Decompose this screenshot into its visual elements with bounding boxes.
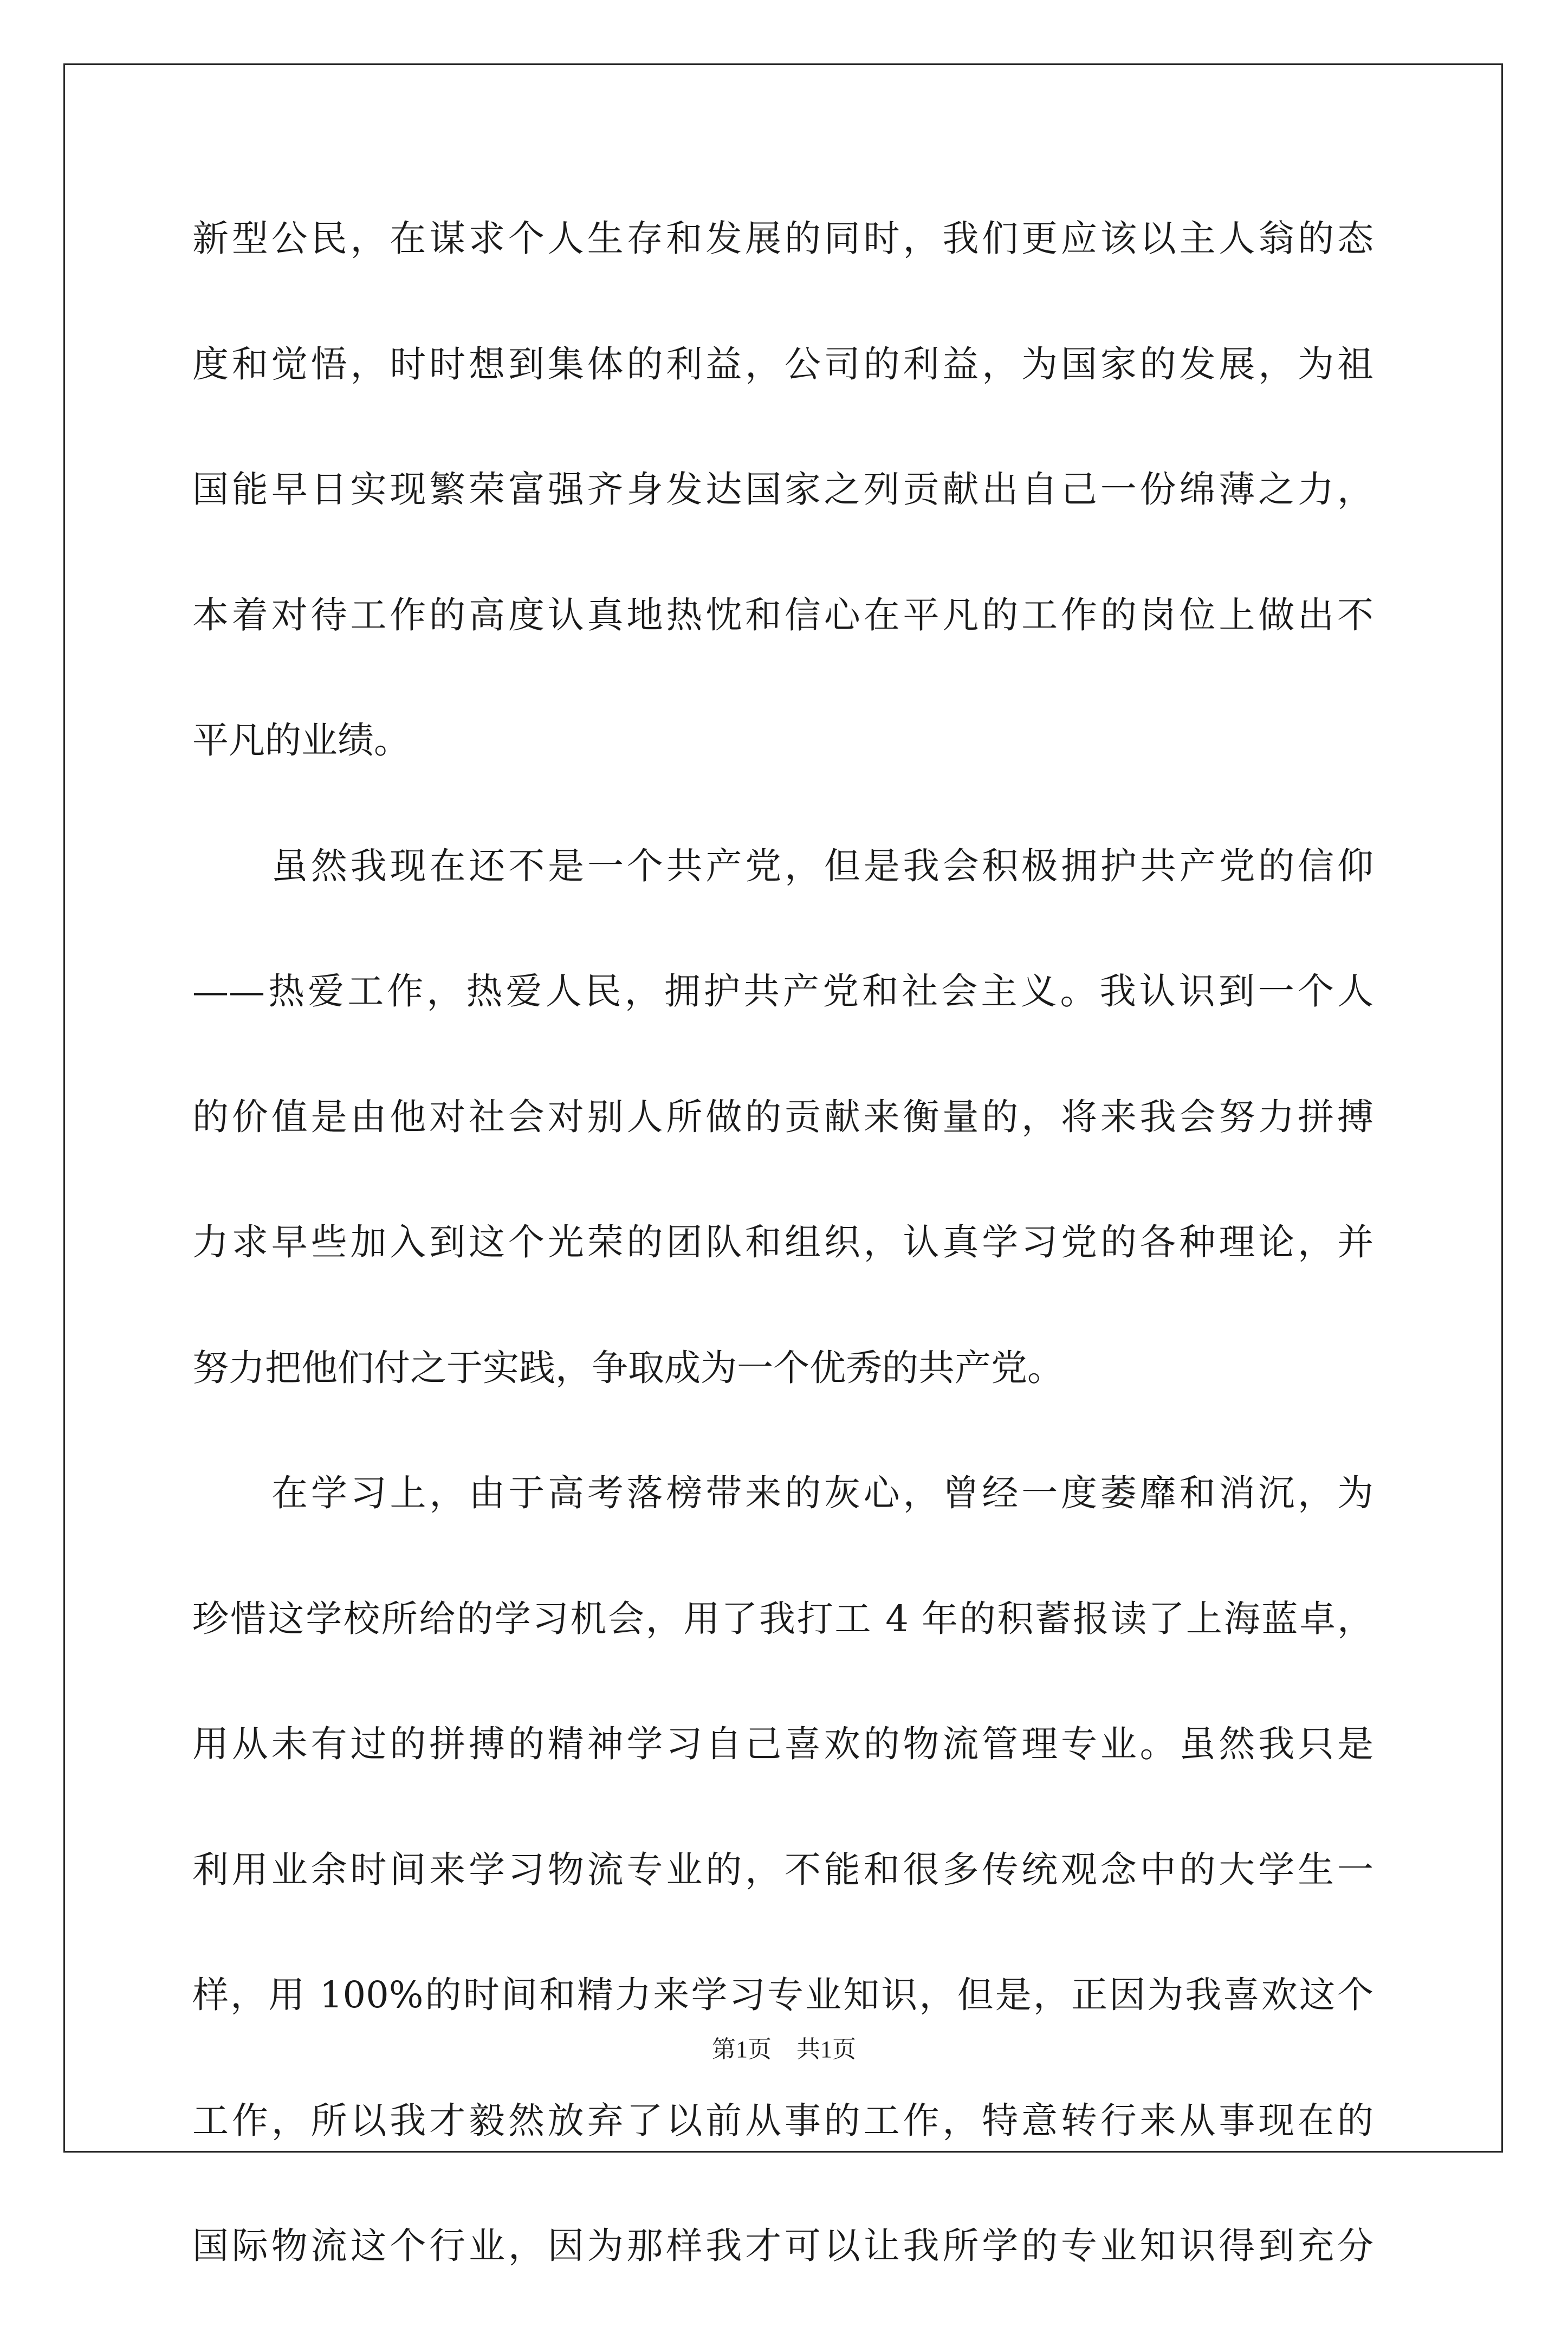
text-line: 努力把他们付之于实践，争取成为一个优秀的共产党。 [192,1346,1064,1389]
text-line: 国能早日实现繁荣富强齐身发达国家之列贡献出自己一份绵薄之力， [192,468,1373,511]
text-line: 力求早些加入到这个光荣的团队和组织，认真学习党的各种理论，并 [192,1221,1373,1263]
text-line: 珍惜这学校所给的学习机会，用了我打工 4 年的积蓄报读了上海蓝卓， [192,1597,1373,1640]
page-number: 第1页 [712,2036,772,2063]
text-line: 新型公民，在谋求个人生存和发展的同时，我们更应该以主人翁的态 [192,217,1373,260]
document-body [192,206,1373,2339]
text-line: 本着对待工作的高度认真地热忱和信心在平凡的工作的岗位上做出不 [192,593,1373,636]
text-line: 平凡的业绩。 [192,719,410,761]
page-total: 共1页 [796,2036,856,2063]
page-footer [0,2030,1568,2064]
paragraph-first-line: 虽然我现在还不是一个共产党，但是我会积极拥护共产党的信仰 [271,844,1373,887]
text-line: 度和觉悟，时时想到集体的利益，公司的利益，为国家的发展，为祖 [192,343,1373,385]
text-line: ——热爱工作，热爱人民，拥护共产党和社会主义。我认识到一个人 [192,970,1373,1012]
text-line: 用从未有过的拼搏的精神学习自己喜欢的物流管理专业。虽然我只是 [192,1723,1373,1765]
text-line: 利用业余时间来学习物流专业的，不能和很多传统观念中的大学生一 [192,1848,1373,1891]
paragraph-first-line: 在学习上，由于高考落榜带来的灰心，曾经一度萎靡和消沉，为 [271,1472,1373,1514]
text-line: 国际物流这个行业，因为那样我才可以让我所学的专业知识得到充分 [192,2225,1373,2267]
text-line: 样，用 100%的时间和精力来学习专业知识，但是，正因为我喜欢这个 [192,1974,1373,2016]
text-line: 工作，所以我才毅然放弃了以前从事的工作，特意转行来从事现在的 [192,2099,1373,2142]
text-line: 的价值是由他对社会对别人所做的贡献来衡量的，将来我会努力拼搏 [192,1095,1373,1138]
